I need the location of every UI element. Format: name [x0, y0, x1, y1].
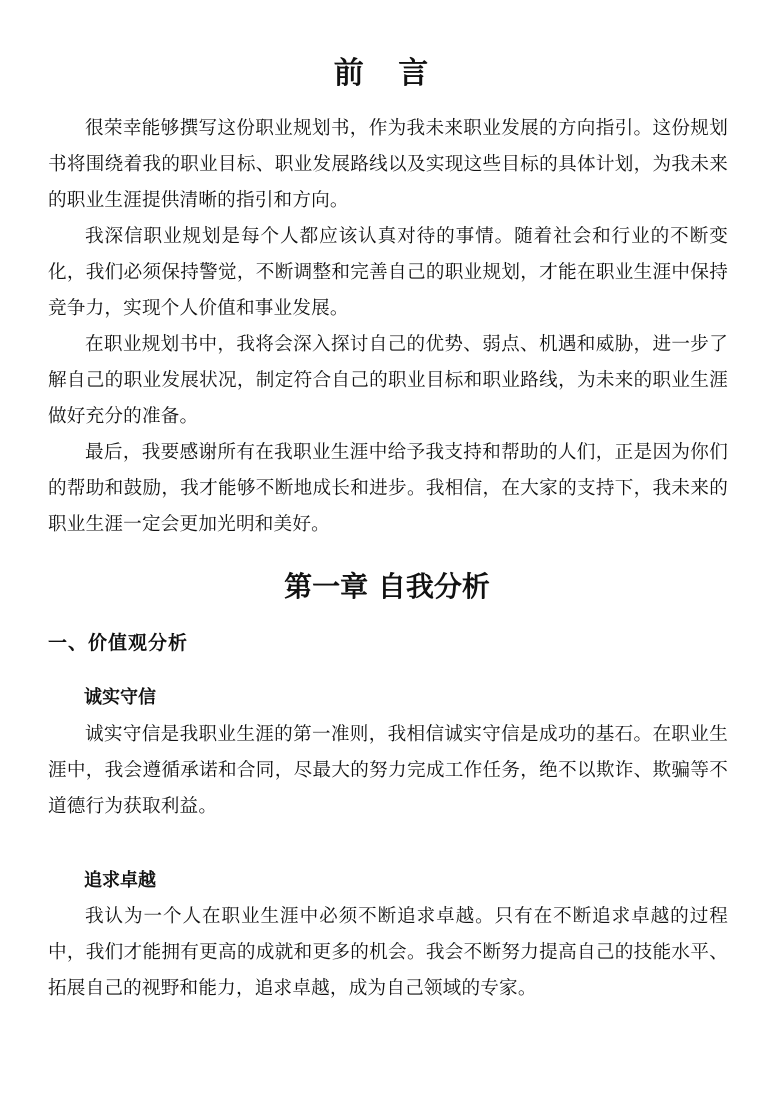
preface-title: 前 言 — [333, 56, 441, 91]
subheading-excellence: 追求卓越 — [84, 870, 156, 891]
preface-paragraph-3: 在职业规划书中，我将会深入探讨自己的优势、弱点、机遇和威胁，进一步了解自己的职业发展状况，制定符合自己的职业目标和职业路线，为未来的职业生涯做好充分的准备。 — [48, 334, 728, 427]
excellence-paragraph: 我认为一个人在职业生涯中必须不断追求卓越。只有在不断追求卓越的过程中，我们才能拥有更高的成就和更多的机会。我会不断努力提高自己的技能水平、拓展自己的视野和能力，追求卓越，成为自己领域的专家。 — [48, 906, 728, 999]
subheading-honesty: 诚实守信 — [84, 687, 156, 708]
preface-paragraph-2: 我深信职业规划是每个人都应该认真对待的事情。随着社会和行业的不断变化，我们必须保持警觉，不断调整和完善自己的职业规划，才能在职业生涯中保持竞争力，实现个人价值和事业发展。 — [48, 226, 728, 319]
chapter-title: 第一章 自我分析 — [284, 570, 490, 603]
section-heading-values: 一、价值观分析 — [48, 632, 189, 654]
preface-paragraph-1: 很荣幸能够撰写这份职业规划书，作为我未来职业发展的方向指引。这份规划书将围绕着我的职业目标、职业发展路线以及实现这些目标的具体计划，为我未来的职业生涯提供清晰的指引和方向。 — [48, 118, 728, 211]
preface-paragraph-4: 最后，我要感谢所有在我职业生涯中给予我支持和帮助的人们，正是因为你们的帮助和鼓励，我才能够不断地成长和进步。我相信，在大家的支持下，我未来的职业生涯一定会更加光明和美好。 — [48, 442, 728, 535]
honesty-paragraph: 诚实守信是我职业生涯的第一准则，我相信诚实守信是成功的基石。在职业生涯中，我会遵循承诺和合同，尽最大的努力完成工作任务，绝不以欺诈、欺骗等不道德行为获取利益。 — [48, 724, 728, 817]
